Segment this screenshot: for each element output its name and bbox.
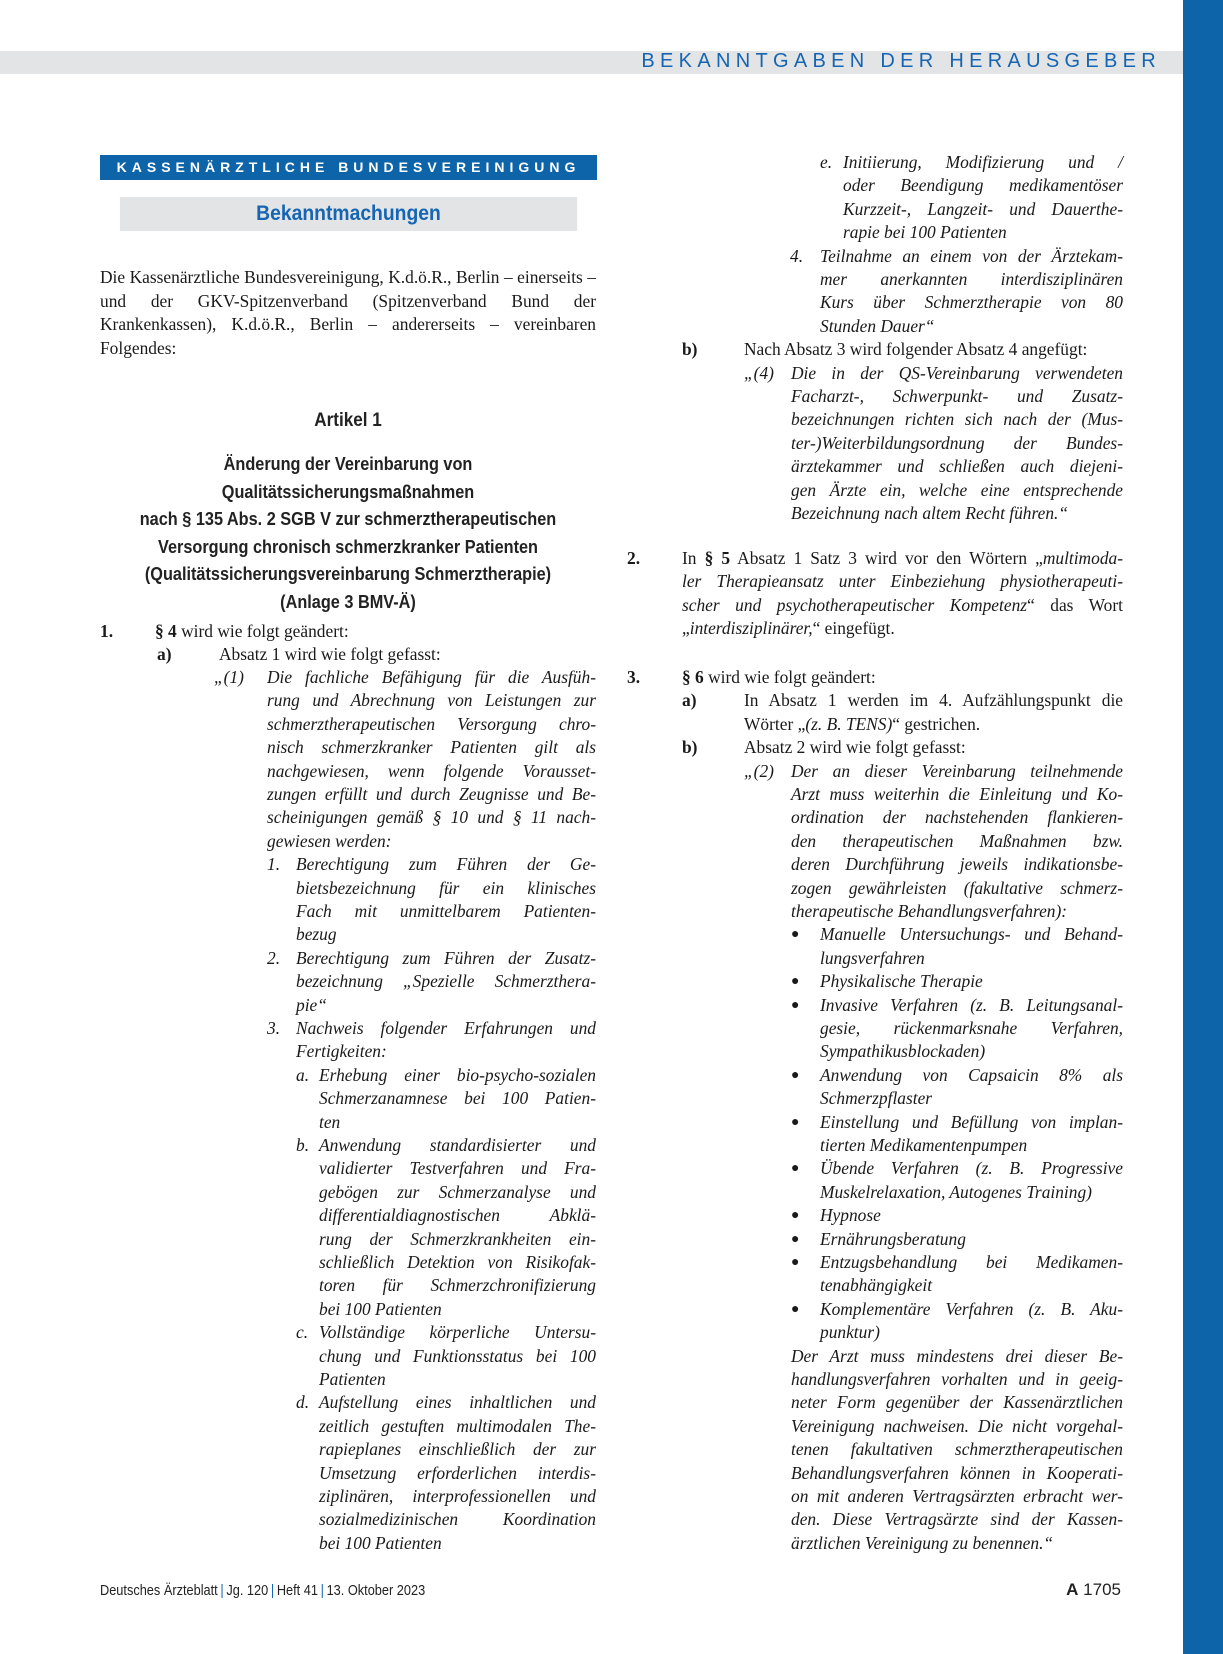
journal-date: 13. Oktober 2023 — [326, 1583, 426, 1599]
bullet-text: Physikalische Therapie — [820, 971, 983, 992]
paragraph-label: „(4) — [744, 362, 774, 383]
paragraph-text: Arzt muss weiterhin die Einleitung und Ko- — [791, 784, 1123, 804]
amendment-text-part: (z. B. TENS) — [805, 713, 893, 734]
sub-item-text: Berechtigung zum Führen der Zusatz- — [296, 947, 596, 968]
bullet-icon: ● — [791, 1114, 800, 1130]
amendment-text — [682, 617, 895, 640]
sub-letter-text: Vollständige körperliche Untersu- — [319, 1322, 596, 1343]
paragraph-text: Vereinigung nachweisen. Die nicht vorgehal- — [791, 1415, 1123, 1436]
paragraph-text: ter-)Weiterbildungsordnung der Bundes- — [791, 432, 1123, 453]
article-title-line: Änderung der Vereinbarung von Qualitätssicherungsmaßnahmen — [221, 453, 475, 502]
paragraph-text: ordination der nachstehenden flankieren- — [791, 807, 1123, 828]
sub-number: 2. — [267, 947, 281, 968]
sub-letter: e. — [820, 152, 833, 172]
paragraph-text: ärztekammer und schließen auch diejeni- — [791, 456, 1123, 477]
list-letter: b) — [682, 339, 698, 360]
sub-letter-text: Anwendung standardisierter und — [319, 1135, 596, 1155]
paragraph-label: „(1) — [214, 667, 244, 687]
bullet-text: Komplementäre Verfahren (z. B. Aku- — [820, 1298, 1123, 1319]
journal-name: Deutsches Ärzteblatt — [100, 1583, 218, 1599]
paragraph-text: neter Form gegenüber der Kassenärztlichen — [791, 1392, 1123, 1413]
amendment-text: In Absatz 1 werden im 4. Aufzählungspunkt die — [744, 690, 1123, 711]
bullet-text: Einstellung und Befüllung von implan- — [820, 1111, 1123, 1132]
amendment-text-part: Absatz 1 Satz 3 wird vor den Wörtern „ — [730, 548, 1043, 568]
sub-letter-text: ten — [319, 1111, 341, 1132]
sub-letter-text: toren für Schmerzchronifizierung — [319, 1275, 596, 1296]
list-number: 3. — [627, 667, 641, 687]
list-number: 1. — [100, 621, 114, 641]
paragraph-text: zogen gewährleisten (fakultative schmerz- — [791, 877, 1123, 898]
paragraph-text: Die fachliche Befähigung für die Ausfüh- — [267, 667, 596, 687]
sub-letter-text: validierter Testverfahren und Fra- — [319, 1158, 596, 1179]
bullet-text: Ernährungsberatung — [820, 1228, 966, 1249]
bullet-icon: ● — [791, 1231, 800, 1247]
paragraph-text: nachgewiesen, wenn folgende Vorausset- — [267, 760, 596, 781]
sub-item-text: bietsbezeichnung für ein klinisches — [296, 877, 596, 898]
sub-letter-text: Kurzzeit-, Langzeit- und Dauerthe- — [843, 198, 1123, 219]
page-number-value: 1705 — [1083, 1580, 1121, 1599]
sub-letter-text: Patienten — [319, 1369, 386, 1389]
amendment-text — [744, 713, 980, 736]
footer-separator: | — [320, 1583, 324, 1599]
sub-item-text: Kurs über Schmerztherapie von 80 — [820, 292, 1123, 313]
sub-item-text: pie“ — [296, 994, 327, 1015]
sub-letter-text: Schmerzanamnese bei 100 Patien- — [319, 1088, 596, 1109]
footer-separator: | — [270, 1583, 275, 1599]
bullet-text: Invasive Verfahren (z. B. Leitungsanal- — [820, 994, 1123, 1015]
article-title-line: Versorgung chronisch schmerzkranker Patienten — [157, 535, 538, 557]
paragraph-text: Bezeichnung nach altem Recht führen.“ — [791, 503, 1069, 523]
paragraph-text: Die in der QS-Vereinbarung verwendeten — [791, 362, 1123, 383]
paragraph-text: nisch schmerzkranker Patienten gilt als — [267, 737, 596, 758]
list-letter: a) — [682, 690, 697, 711]
amendment-heading-part: § 4 — [155, 621, 177, 641]
bullet-text: gesie, rückenmarksnahe Verfahren, — [820, 1018, 1123, 1038]
amendment-text-part: In — [682, 548, 705, 568]
section-title: BEKANNTGABEN DER HERAUSGEBER — [641, 50, 1161, 72]
paragraph-text: rung und Abrechnung von Leistungen zur — [267, 690, 596, 711]
paragraph-text: Behandlungsverfahren können in Kooperati- — [791, 1462, 1123, 1483]
paragraph-text: scheinigungen gemäß § 10 und § 11 nach- — [267, 807, 596, 828]
amendment-text: Absatz 2 wird wie folgt gefasst: — [744, 737, 966, 758]
intro-paragraph: Die Kassenärztliche Bundesvereinigung, K.d.ö.R., Berlin – einerseits – und der GKV-Spitzenverband (Spitzenverband Bund der Krankenkassen), K.d.ö.R., Berlin – andererseits – vereinbaren Folgendes: — [100, 267, 596, 358]
bullet-text: lungsverfahren — [820, 947, 925, 968]
sub-item-text: bezug — [296, 924, 337, 945]
sub-letter-text: bei 100 Patienten — [319, 1532, 442, 1553]
paragraph-text: on mit anderen Vertragsärzten erbracht wer- — [791, 1486, 1123, 1506]
sub-letter-text: oder Beendigung medikamentöser — [843, 175, 1123, 196]
list-letter: b) — [682, 737, 698, 758]
bullet-text: Muskelrelaxation, Autogenes Training) — [820, 1181, 1092, 1202]
amendment-text: Absatz 1 wird wie folgt gefasst: — [219, 644, 441, 664]
sub-letter-text: bei 100 Patienten — [319, 1298, 442, 1319]
sub-item-text: Berechtigung zum Führen der Ge- — [296, 854, 596, 875]
bullet-text: Manuelle Untersuchungs- und Behand- — [820, 924, 1123, 945]
amendment-text-part: Wörter „ — [744, 713, 806, 734]
footer-citation — [100, 1583, 425, 1599]
paragraph-text: den therapeutischen Maßnahmen bzw. — [791, 830, 1123, 851]
sub-item-text: Nachweis folgender Erfahrungen und — [296, 1018, 596, 1038]
sub-letter-text: chung und Funktionsstatus bei 100 — [319, 1345, 596, 1366]
bullet-icon: ● — [791, 1255, 800, 1270]
page-prefix: A — [1066, 1580, 1079, 1599]
sub-letter-text: rung der Schmerzkrankheiten ein- — [319, 1228, 596, 1249]
sub-letter-text: Umsetzung erforderlichen interdis- — [319, 1462, 596, 1483]
paragraph-text: handlungsverfahren vorhalten und in geeig- — [791, 1369, 1123, 1389]
paragraph-text: den. Diese Vertragsärzte sind der Kassen- — [791, 1509, 1123, 1530]
paragraph-label: „(2) — [744, 760, 774, 781]
paragraph-text: ärztlichen Vereinigung zu benennen.“ — [791, 1532, 1054, 1553]
footer-separator: | — [220, 1583, 224, 1599]
sub-letter: c. — [296, 1322, 309, 1343]
sub-item-text: Stunden Dauer“ — [820, 315, 935, 336]
paragraph-text: zungen erfüllt und durch Zeugnisse und Be- — [267, 784, 596, 804]
bullet-icon: ● — [791, 1067, 800, 1083]
paragraph-text: bezeichnungen richten sich nach der (Mus- — [791, 409, 1123, 430]
bullet-text: Entzugsbehandlung bei Medikamen- — [820, 1252, 1123, 1272]
amendment-heading — [155, 620, 349, 643]
sub-letter: d. — [296, 1392, 310, 1413]
sub-letter-text: schließlich Detektion von Risikofak- — [319, 1252, 596, 1272]
list-number: 2. — [627, 548, 641, 568]
journal-issue: Heft 41 — [276, 1583, 318, 1599]
sub-letter-text: differentialdiagnostischen Abklä- — [319, 1205, 596, 1226]
amendment-heading-part: wird wie folgt geändert: — [176, 621, 349, 641]
paragraph-text: Der an dieser Vereinbarung teilnehmende — [791, 760, 1123, 781]
amendment-text-part: “ eingefügt. — [812, 618, 895, 639]
amendment-text-part: scher und psychotherapeutischer Kompetenz — [682, 594, 1028, 615]
sub-letter-text: rapieplanes einschließlich der zur — [319, 1439, 596, 1460]
bullet-text: Schmerzpflaster — [820, 1088, 933, 1109]
sub-item-text: bezeichnung „Spezielle Schmerzthera- — [296, 971, 596, 992]
article-title-line: nach § 135 Abs. 2 SGB V zur schmerztherapeutischen — [139, 508, 557, 529]
list-letter: a) — [157, 644, 172, 664]
sub-letter: b. — [296, 1135, 310, 1155]
sub-item-text: mer anerkannten interdisziplinären — [820, 269, 1123, 289]
bullet-icon: ● — [791, 927, 800, 943]
amendment-heading — [682, 666, 876, 689]
paragraph-text: therapeutische Behandlungsverfahren): — [791, 901, 1068, 921]
sub-letter-text: sozialmedizinischen Koordination — [319, 1509, 596, 1530]
bullet-text: tenabhängigkeit — [820, 1275, 933, 1296]
amendment-text-part: interdisziplinärer, — [689, 618, 813, 639]
article-title-line: (Anlage 3 BMV-Ä) — [280, 590, 416, 612]
paragraph-text: schmerztherapeutischen Versorgung chro- — [267, 713, 596, 734]
sub-letter-text: Initiierung, Modifizierung und / — [843, 152, 1123, 172]
sub-letter-text: gebögen zur Schmerzanalyse und — [319, 1181, 596, 1202]
sub-letter-text: ziplinären, interprofessionellen und — [319, 1486, 596, 1506]
amendment-heading-part: wird wie folgt geändert: — [703, 667, 876, 687]
amendment-heading-part: § 6 — [682, 667, 704, 687]
bullet-icon: ● — [791, 997, 800, 1013]
subhead-banner: Bekanntmachungen — [120, 197, 577, 231]
amendment-text: ler Therapieansatz unter Einbeziehung physiotherapeuti- — [682, 571, 1123, 592]
journal-volume: Jg. 120 — [226, 1583, 269, 1599]
sub-number: 3. — [267, 1018, 281, 1038]
article-number: Artikel 1 — [314, 410, 382, 431]
amendment-text-part: “ gestrichen. — [892, 713, 981, 734]
sub-item-text: Fach mit unmittelbarem Patienten- — [296, 901, 596, 921]
paragraph-text: tenen fakultativen schmerztherapeutischen — [791, 1439, 1123, 1460]
sub-item-text: Teilnahme an einem von der Ärztekam- — [820, 245, 1123, 266]
side-color-band — [1183, 0, 1223, 1654]
bullet-text: Übende Verfahren (z. B. Progressive — [820, 1158, 1123, 1179]
bullet-text: tierten Medikamentenpumpen — [820, 1135, 1028, 1155]
sub-number: 4. — [790, 245, 804, 266]
paragraph-text: Der Arzt muss mindestens drei dieser Be- — [791, 1345, 1123, 1366]
amendment-text — [682, 547, 1123, 570]
bullet-icon: ● — [791, 1161, 800, 1177]
page-number — [1066, 1580, 1121, 1600]
paragraph-text: gen Ärzte ein, welche eine entsprechende — [791, 479, 1123, 500]
sub-letter-text: rapie bei 100 Patienten — [843, 222, 1007, 243]
article-title — [130, 450, 566, 615]
amendment-text-part: „ — [682, 618, 690, 639]
amendment-text-part: multimoda- — [1042, 548, 1123, 568]
sub-letter: a. — [296, 1064, 310, 1085]
sub-item-text: Fertigkeiten: — [296, 1041, 387, 1062]
sub-letter-text: zeitlich gestuften multimodalen The- — [319, 1415, 596, 1436]
sub-letter-text: Erhebung einer bio-psycho-sozialen — [319, 1064, 596, 1085]
paragraph-text: Facharzt-, Schwerpunkt- und Zusatz- — [791, 386, 1123, 406]
paragraph-text: gewiesen werden: — [267, 830, 392, 851]
organization-banner: KASSENÄRZTLICHE BUNDESVEREINIGUNG — [100, 155, 597, 180]
bullet-text: Anwendung von Capsaicin 8% als — [820, 1064, 1123, 1085]
amendment-text: Nach Absatz 3 wird folgender Absatz 4 angefügt: — [744, 339, 1088, 360]
sub-letter-text: Aufstellung eines inhaltlichen und — [319, 1392, 596, 1413]
amendment-text-part: “ das Wort — [1027, 594, 1123, 615]
bullet-icon: ● — [791, 1208, 800, 1224]
bullet-icon: ● — [791, 974, 800, 990]
sub-number: 1. — [267, 854, 281, 875]
paragraph-text: deren Durchführung jeweils indikationsbe- — [791, 854, 1123, 875]
bullet-text: Sympathikusblockaden) — [820, 1041, 986, 1062]
bullet-text: Hypnose — [820, 1205, 881, 1226]
article-title-line: (Qualitätssicherungsvereinbarung Schmerztherapie) — [144, 563, 552, 584]
amendment-text — [682, 594, 1123, 617]
bullet-text: punktur) — [820, 1322, 880, 1343]
amendment-text-part: § 5 — [704, 548, 731, 568]
bullet-icon: ● — [791, 1301, 800, 1317]
